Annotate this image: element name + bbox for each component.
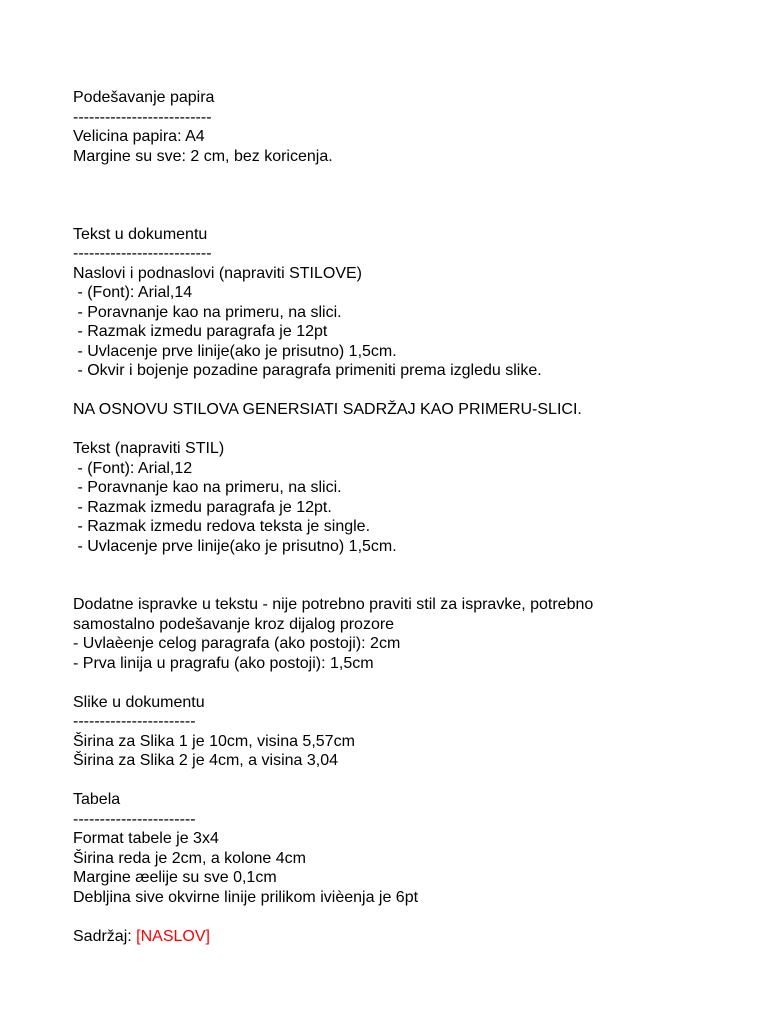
images-heading: Slike u dokumentu <box>73 693 205 711</box>
corrections-line: - Prva linija u pragrafu (ako postoji): 1,5cm <box>73 654 374 672</box>
styles-note: NA OSNOVU STILOVA GENERSIATI SADRŽAJ KAO PRIMERU-SLICI. <box>73 401 582 418</box>
content-label: Sadržaj: <box>73 927 137 945</box>
paper-rule: -------------------------- <box>73 108 212 126</box>
images-line: Širina za Slika 2 je 4cm, a visina 3,04 <box>73 752 339 769</box>
text-style-item: - Uvlacenje prve linije(ako je prisutno) 1,5cm. <box>73 537 397 555</box>
paper-heading: Podešavanje papira <box>73 89 215 106</box>
table-line: Format tabele je 3x4 <box>73 830 219 847</box>
paper-line: Velicina papira: A4 <box>73 128 205 145</box>
text-style-item: - Razmak izmedu paragrafa je 12pt. <box>73 498 332 516</box>
content-placeholder: [NASLOV] <box>136 927 210 945</box>
images-rule: ----------------------- <box>73 713 196 730</box>
content-line <box>73 927 753 947</box>
text-doc-rule: -------------------------- <box>73 245 212 262</box>
images-line: Širina za Slika 1 je 10cm, visina 5,57cm <box>73 732 355 750</box>
titles-item: - Poravnanje kao na primeru, na slici. <box>73 303 342 321</box>
text-style-item: - Poravnanje kao na primeru, na slici. <box>73 479 342 496</box>
titles-item: - Razmak izmedu paragrafa je 12pt <box>73 323 328 340</box>
titles-item: - Uvlacenje prve linije(ako je prisutno) 1,5cm. <box>73 342 397 360</box>
table-line: Širina reda je 2cm, a kolone 4cm <box>73 849 306 867</box>
text-style-item: - Razmak izmedu redova teksta je single. <box>73 518 371 535</box>
table-line: Margine æelije su sve 0,1cm <box>73 869 277 886</box>
corrections-line: samostalno podešavanje kroz dijalog prozore <box>73 615 395 633</box>
table-line: Debljina sive okvirne linije prilikom ivièenja je 6pt <box>73 888 419 906</box>
titles-item: - Okvir i bojenje pozadine paragrafa primeniti prema izgledu slike. <box>73 362 542 379</box>
table-rule: ----------------------- <box>73 810 196 828</box>
paper-line: Margine su sve: 2 cm, bez koricenja. <box>73 147 333 165</box>
titles-item: - (Font): Arial,14 <box>73 284 193 301</box>
text-style-heading: Tekst (napraviti STIL) <box>73 440 225 457</box>
titles-heading: Naslovi i podnaslovi (napraviti STILOVE) <box>73 264 363 282</box>
table-heading: Tabela <box>73 791 121 808</box>
text-doc-heading: Tekst u dokumentu <box>73 225 208 243</box>
document-page <box>73 88 753 946</box>
text-style-item: - (Font): Arial,12 <box>73 459 193 477</box>
corrections-line: Dodatne ispravke u tekstu - nije potrebno praviti stil za ispravke, potrebno <box>73 596 594 613</box>
corrections-line: - Uvlaèenje celog paragrafa (ako postoji): 2cm <box>73 635 401 652</box>
